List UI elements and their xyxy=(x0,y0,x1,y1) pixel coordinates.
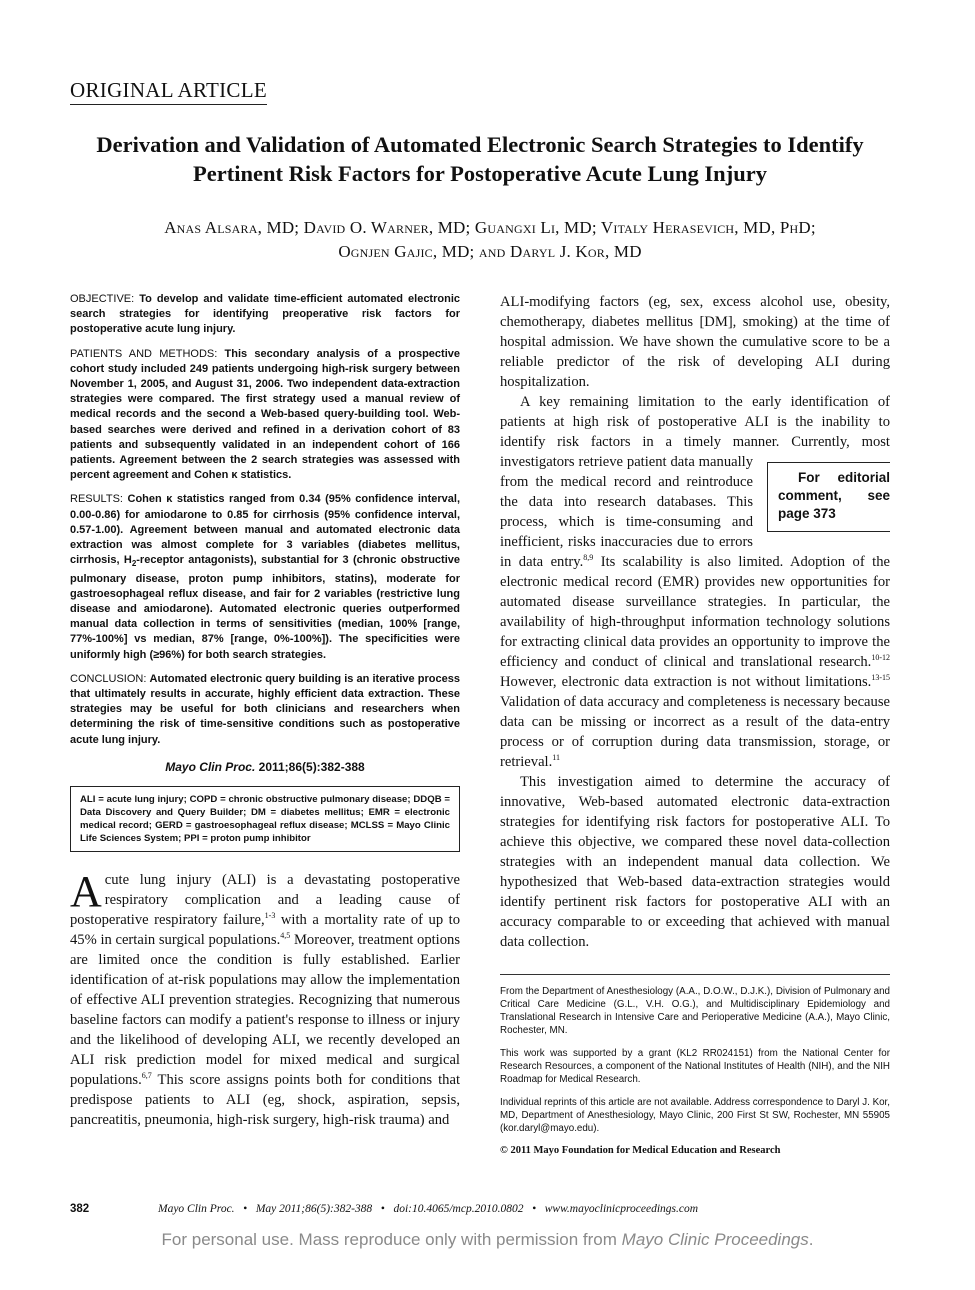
conclusion-text: Automated electronic query building is an iterative process that ultimately results in accurate, highly efficient data extraction. These strategies may be useful for both clinicians and researchers when determining the risk of time-sensitive conditions such as postoperative acute lung injury. xyxy=(70,672,460,746)
citation-journal: Mayo Clin Proc. xyxy=(165,759,256,774)
left-column xyxy=(70,292,460,1130)
right-column xyxy=(500,292,890,1156)
abbreviations-box: ALI = acute lung injury; COPD = chronic obstructive pulmonary disease; DDQB = Data Discovery and Query Builder; DM = diabetes mellitus; EMR = electronic medical record; GERD = gastroesophageal reflux disease; MCLSS = Mayo Clinic Life Sciences System; PPI = proton pump inhibitor xyxy=(70,786,460,852)
citation xyxy=(70,760,460,774)
objective-text: To develop and validate time-efficient automated electronic search strategies for identifying preoperative risk factors for postoperative acute lung injury. xyxy=(70,293,460,336)
copyright-note: © 2011 Mayo Foundation for Medical Education and Research xyxy=(500,1145,781,1156)
body-paragraph-1: ALI-modifying factors (eg, sex, excess alcohol use, obesity, chemotherapy, diabetes mellitus [DM], smoking) at the time of hospital admission. We have shown the cumulative score to be a reliable predictor of the risk of developing ALI during hospitalization. xyxy=(500,294,890,390)
editorial-comment-box: For editorial comment, see page 373 xyxy=(767,462,890,532)
objective-heading: OBJECTIVE: xyxy=(70,293,135,305)
results-heading: RESULTS: xyxy=(70,493,123,506)
article-title: Derivation and Validation of Automated Electronic Search Strategies to Identify Pertinent Risk Factors for Postoperative Acute Lung Injury xyxy=(96,132,864,186)
footnote-divider xyxy=(500,974,890,975)
body-paragraph-2: A key remaining limitation to the early identification of patients at high risk of postoperative ALI is the inability to identify risk factors in a timely manner. Currently, For editorial comment, see page 373 most investigators retrieve patient data manually from the medical record and reintroduce the data into research databases. This process, which is time-consuming and inefficient, risks inaccuracies due to errors in data entry.$^{8,9}$ Its scalability is also limited. Adoption of the electronic medical record (EMR) provides new opportunities for automated disease surveillance strategies. In particular, the availability of high-throughput information technology solutions for extracting clinical data provides an opportunity to improve the efficiency and conduct of clinical and translational research.$^{10-12}$ However, electronic data extraction is not without limitations.$^{13-15}$ Validation of data accuracy and completeness is necessary because data can be missing or incorrect as a result of the data-entry process or of corruption during data transmission, storage, or retrieval.$^{11}$ xyxy=(500,394,890,770)
methods-text: This secondary analysis of a prospective cohort study included 249 patients undergoing high-risk surgery between November 1, 2005, and August 31, 2006. Two independent data-extraction strategies were compared. The first strategy used a manual review of medical records and the second a Web-based query-building tool. Web-based searches were derived and refined in a derivation cohort of 83 patients and subsequently validated in an independent cohort of 166 patients. Agreement between the 2 search strategies was assessed with percent agreement and Cohen κ statistics. xyxy=(70,347,460,482)
intro-paragraph: Acute lung injury (ALI) is a devastating postoperative respiratory complication and a leading cause of postoperative respiratory failure,$^{1-3}$ with a mortality rate of up to 45% in certain surgical populations.$^{4,5}$ Moreover, treatment options are limited once the condition is fully established. Earlier identification of at-risk populations may allow the implementation of effective ALI prevention strategies. Recognizing that numerous baseline factors can modify a patient's response to illness or injury and the likelihood of developing ALI, we recently developed an ALI risk prediction model for mixed medical and surgical populations.$^{6,7}$ This score assigns points both for conditions that predispose patients to ALI (eg, shock, aspiration, sepsis, pancreatitis, pneumonia, high-risk surgery, high-risk trauma) and xyxy=(70,866,461,1128)
methods-heading: PATIENTS AND METHODS: xyxy=(70,347,218,360)
author-list xyxy=(80,216,900,264)
page-number: 382 xyxy=(70,1203,90,1215)
footer-citation: Mayo Clin Proc. • May 2011;86(5):382-388 • doi:10.4065/mcp.2010.0802 • www.mayoclinicproceedings.com xyxy=(158,1203,699,1215)
drop-cap: A xyxy=(70,866,102,916)
section-label: ORIGINAL ARTICLE xyxy=(70,78,267,105)
authors-line-1: Anas Alsara, MD; David O. Warner, MD; Guangxi Li, MD; Vitaly Herasevich, MD, PhD; xyxy=(164,218,816,237)
abstract-objective xyxy=(70,292,460,338)
authors-line-2: Ognjen Gajic, MD; and Daryl J. Kor, MD xyxy=(338,242,642,261)
results-text: Cohen κ statistics ranged from 0.34 (95% confidence interval, 0.00-0.86) for amiodarone to 0.85 for cirrhosis (95% confidence interval, 0.57-1.00). Agreement between manual and automated electronic data extraction was almost complete for 3 variables (diabetes mellitus, cirrhosis, $H_2$-receptor antagonists), substantial for 3 (chronic obstructive pulmonary disease, proton pump inhibitors, statins), moderate for gastroesophageal reflux disease, and fair for 2 variables (restrictive lung disease and amiodarone). Automated electronic queries outperformed manual data collection in terms of sensitivities (median, 100% [range, 77%-100%] vs median, 87% [range, 0%-100%]). The specificities were uniformly high (≥96%) for both search strategies. xyxy=(70,493,461,661)
usage-watermark: For personal use. Mass reproduce only with permission from Mayo Clinic Proceedings. xyxy=(161,1230,814,1249)
abstract-methods xyxy=(70,347,460,484)
conclusion-heading: CONCLUSION: xyxy=(70,672,147,685)
affiliation-note: From the Department of Anesthesiology (A.A., D.O.W., D.J.K.), Division of Pulmonary and Critical Care Medicine (G.L., V.H. O.G.), and Multidisciplinary Epidemiology and Translational Research in Intensive Care and Perioperative Medicine (A.A.), Mayo Clinic, Rochester, MN. xyxy=(500,986,890,1036)
abstract-results xyxy=(70,492,460,662)
funding-note: This work was supported by a grant (KL2 RR024151) from the National Center for Research Resources, a component of the National Institutes of Health (NIH), and the NIH Roadmap for Medical Research. xyxy=(500,1048,890,1085)
citation-ref: 2011;86(5):382-388 xyxy=(258,759,365,774)
body-paragraph-3: This investigation aimed to determine the accuracy of innovative, Web-based automated electronic data-extraction strategies for identifying risk factors for postoperative ALI. To achieve this objective, we compared these novel data-collection strategies with an independent manual data collection. We hypothesized that Web-based data-extraction strategies would identify pertinent risk factors for postoperative ALI with an accuracy comparable to or exceeding that achieved with manual data collection. xyxy=(500,774,890,950)
reprints-note: Individual reprints of this article are not available. Address correspondence to Daryl J. Kor, MD, Department of Anesthesiology, Mayo Clinic, 200 First St SW, Rochester, MN 55905 (kor.daryl@mayo.edu). xyxy=(500,1097,890,1134)
abstract-conclusion xyxy=(70,672,460,748)
